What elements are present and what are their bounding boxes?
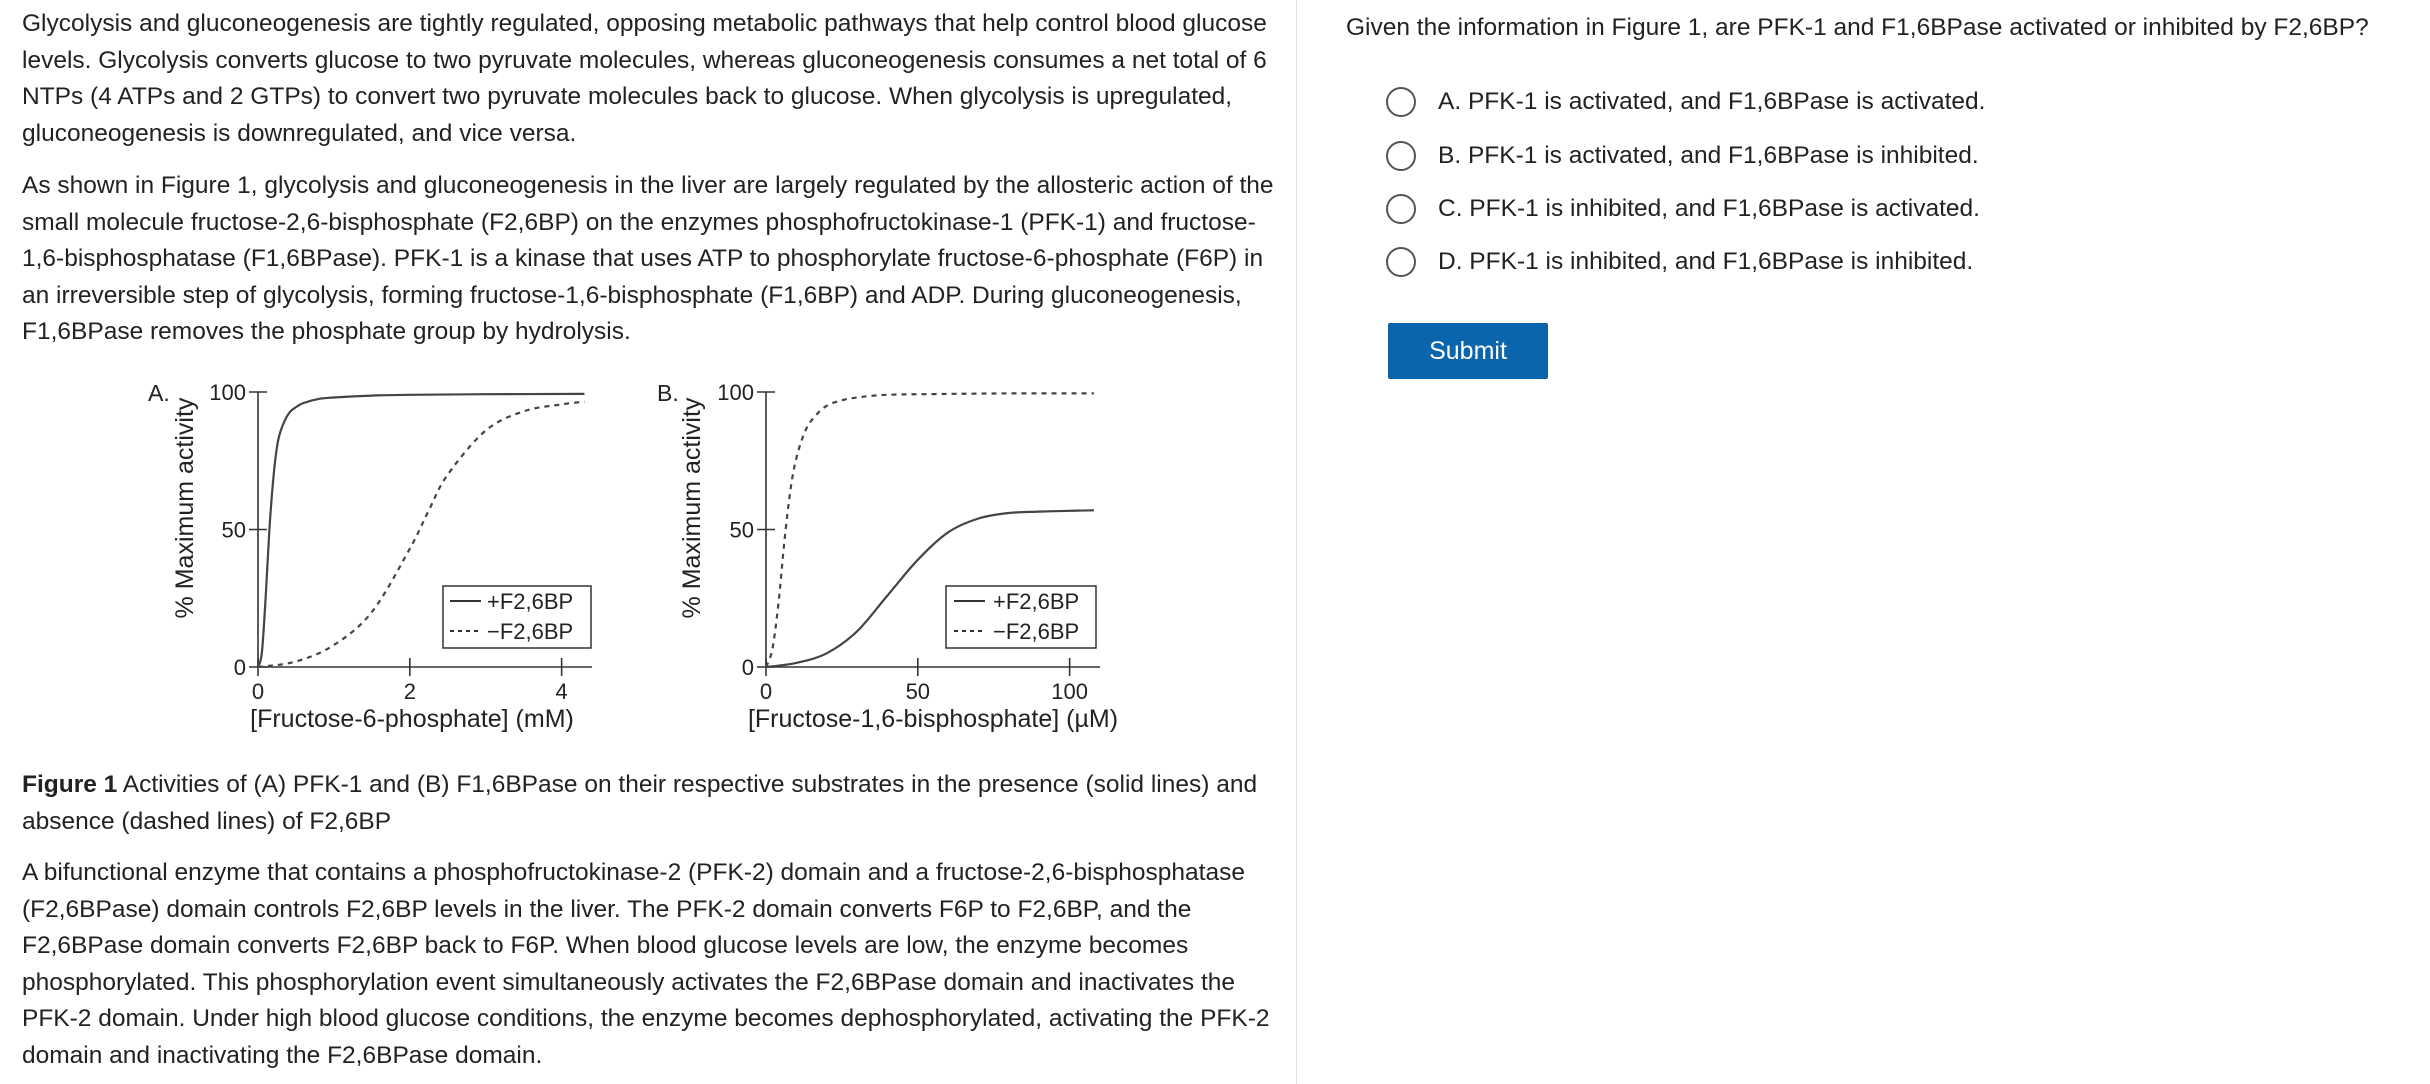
y-tick-label: 50	[729, 517, 754, 543]
passage-paragraph-2: As shown in Figure 1, glycolysis and gluconeogenesis in the liver are largely regulated by the allosteric action of the small molecule fructose-2,6-bisphosphate (F2,6BP) on the enzymes phosphofructokinase-1 (PFK-1) and fructose-1,6-bisphosphatase (F1,6BPase). PFK-1 is a kinase that uses ATP to phosphorylate fructose-6-phosphate (F6P) in an irreversible step of glycolysis, forming fructose-1,6-bisphosphate (F1,6BP) and ADP. During gluconeogenesis, F1,6BPase removes the phosphate group by hydrolysis.	[22, 172, 1274, 345]
legend-solid-label: +F2,6BP	[993, 589, 1080, 614]
radio-button-icon[interactable]	[1386, 141, 1416, 171]
y-tick-label: 0	[741, 655, 754, 680]
radio-button-icon[interactable]	[1386, 194, 1416, 224]
legend-dashed-label: −F2,6BP	[487, 619, 574, 644]
x-tick-label: 2	[403, 679, 416, 704]
answer-choice-d[interactable]	[1386, 242, 1973, 282]
legend-solid-label: +F2,6BP	[487, 589, 574, 614]
x-tick-label: 50	[905, 679, 931, 704]
figure-caption	[22, 767, 1277, 840]
answer-choice-label: C. PFK-1 is inhibited, and F1,6BPase is activated.	[1438, 195, 1980, 222]
question-pane	[1298, 0, 2430, 1084]
chart-panel-b	[657, 380, 1118, 733]
figure-caption-label: Figure 1	[22, 771, 118, 798]
x-tick-label: 100	[1051, 679, 1088, 704]
answer-choice-a[interactable]	[1386, 82, 1985, 122]
panel-a-xlabel: [Fructose-6-phosphate] (mM)	[250, 705, 574, 733]
panel-b-label: B.	[657, 380, 679, 406]
panel-b-xlabel: [Fructose-1,6-bisphosphate] (µM)	[747, 705, 1119, 733]
panel-a-legend	[443, 586, 591, 648]
answer-choice-c[interactable]	[1386, 189, 1980, 229]
radio-button-icon[interactable]	[1386, 247, 1416, 277]
y-tick-label: 100	[209, 380, 246, 405]
y-tick-label: 0	[233, 655, 246, 680]
legend-dashed-label: −F2,6BP	[993, 619, 1080, 644]
radio-button-icon[interactable]	[1386, 87, 1416, 117]
panel-a-label: A.	[148, 380, 170, 406]
y-tick-label: 100	[717, 380, 754, 405]
submit-button[interactable]: Submit	[1388, 323, 1548, 379]
panel-b-ylabel: % Maximum activity	[678, 397, 706, 619]
passage-paragraph-1: Glycolysis and gluconeogenesis are tightly regulated, opposing metabolic pathways that help control blood glucose levels. Glycolysis converts glucose to two pyruvate molecules, whereas gluconeogenesis consumes a net total of 6 NTPs (4 ATPs and 2 GTPs) to convert two pyruvate molecules back to glucose. When glycolysis is upregulated, gluconeogenesis is downregulated, and vice versa.	[22, 10, 1267, 147]
chart-panel-a	[148, 380, 592, 733]
answer-choice-label: D. PFK-1 is inhibited, and F1,6BPase is inhibited.	[1438, 248, 1974, 275]
y-tick-label: 50	[221, 517, 246, 543]
figure-caption-text: Activities of (A) PFK-1 and (B) F1,6BPase on their respective substrates in the presence (solid lines) and absence (dashed lines) of F2,6BP	[22, 771, 1258, 835]
answer-choice-label: B. PFK-1 is activated, and F1,6BPase is inhibited.	[1438, 142, 1979, 169]
panel-b-legend	[946, 586, 1096, 648]
x-tick-label: 0	[251, 679, 265, 704]
figure-1	[0, 0, 1297, 760]
panel-a-ylabel: % Maximum activity	[171, 397, 199, 619]
panel-a-ticks	[209, 380, 567, 704]
x-tick-label: 4	[555, 679, 568, 704]
passage-paragraph-3: A bifunctional enzyme that contains a phosphofructokinase-2 (PFK-2) domain and a fructose-2,6-bisphosphatase (F2,6BPase) domain controls F2,6BP levels in the liver. The PFK-2 domain converts F6P to F2,6BP, and the F2,6BPase domain converts F2,6BP back to F6P. When blood glucose levels are low, the enzyme becomes phosphorylated. This phosphorylation event simultaneously activates the F2,6BPase domain and inactivates the PFK-2 domain. Under high blood glucose conditions, the enzyme becomes dephosphorylated, activating the PFK-2 domain and inactivating the F2,6BPase domain.	[22, 859, 1270, 1069]
answer-choice-label: A. PFK-1 is activated, and F1,6BPase is activated.	[1438, 88, 1986, 115]
answer-choice-b[interactable]	[1386, 136, 1979, 176]
panel-b-ticks	[717, 380, 1088, 704]
question-prompt: Given the information in Figure 1, are PFK-1 and F1,6BPase activated or inhibited by F2,6BP?	[1346, 14, 2369, 41]
x-tick-label: 0	[759, 679, 773, 704]
